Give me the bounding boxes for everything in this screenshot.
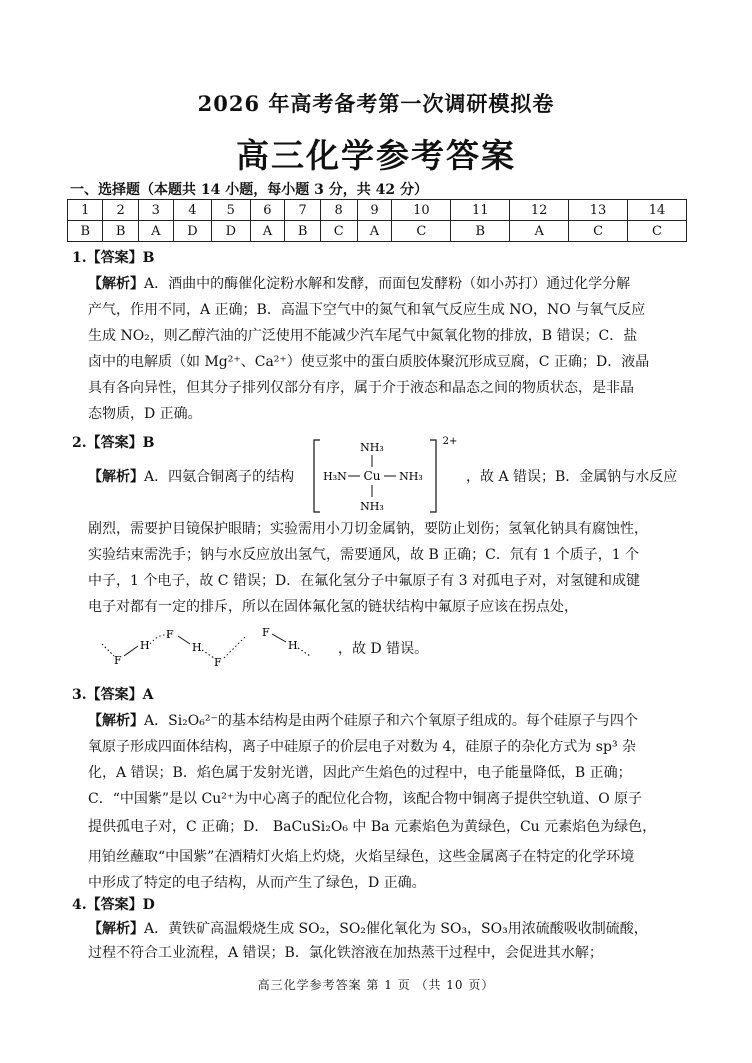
analysis-label: 【解析】 [88,713,144,729]
answer-cell: B [451,221,510,242]
q1-line [88,273,688,293]
tetraamminecopper-structure [312,434,462,518]
q2-intro-line [88,466,318,486]
hf-atom: H [288,639,298,652]
q3-line: C．“中国紫”是以 Cu²⁺为中心离子的配位化合物，该配合物中铜离子提供空轨道、O 原子 [88,791,643,807]
q4-line [88,918,688,938]
hf-atom: F [166,628,174,641]
question-number-cell: 11 [451,200,510,221]
question-number-cell: 13 [569,200,628,221]
answer-cell: C [320,221,357,242]
question-number-cell: 9 [357,200,392,221]
section-heading: 一、选择题（本题共 14 小题，每小题 3 分，共 42 分） [70,182,428,198]
q2-line: 实验结束需洗手；钠与水反应放出氢气，需要通风，故 B 正确；C．氘有 1 个质子，1 个 [88,547,640,563]
answer-table [67,199,687,242]
answer-cell: C [628,221,687,242]
complex-ligand-left: H₃N [323,470,347,483]
hf-atom: F [214,656,222,669]
answer-cell: C [569,221,628,242]
complex-charge: 2+ [442,436,458,447]
q3-line: 中形成了特定的电子结构，从而产生了绿色，D 正确。 [88,875,426,891]
q2-line: 中子，1 个电子，故 C 错误；D．在氟化氢分子中氟原子有 3 对孤电子对，对氢键和成键 [88,573,640,589]
answer-cell: A [357,221,392,242]
question-number-cell: 10 [392,200,451,221]
subject-title: 高三化学参考答案 [236,136,516,175]
q2-line: 电子对都有一定的排斥，所以在固体氟化氢的链状结构中氟原子应该在拐点处， [88,599,578,615]
q2-intro-text: A．四氨合铜离子的结构 [144,469,295,485]
q4-answer-heading: 4.【答案】D [72,897,155,913]
answer-cell: C [392,221,451,242]
question-number-cell: 2 [103,200,138,221]
q2-line: 剧烈，需要护目镜保护眼睛；实验需用小刀切金属钠，要防止划伤；氢氧化钠具有腐蚀性， [88,521,648,537]
hf-atom: F [262,626,270,639]
q3-line: 氧原子形成四面体结构，离子中硅原子的价层电子对数为 4，硅原子的杂化方式为 sp³ 杂 [88,739,637,755]
complex-center-atom: Cu [363,469,381,483]
q2-answer-heading: 2.【答案】B [72,435,155,451]
complex-ligand-right: NH₃ [399,470,423,483]
q2-conclusion: ，故 D 错误。 [338,641,429,657]
question-number-cell: 6 [250,200,285,221]
question-number-cell: 8 [320,200,357,221]
answer-cell: B [285,221,320,242]
question-number-cell: 14 [628,200,687,221]
q1-line: 具有各向异性，但其分子排列仅部分有序，属于介于液态和晶态之间的物质状态，是非晶 [88,380,634,396]
question-number-cell: 5 [212,200,250,221]
question-number-cell: 3 [138,200,173,221]
q4-line-text: A．黄铁矿高温煅烧生成 SO₂，SO₂催化氧化为 SO₃，SO₃用浓硫酸吸收制硫酸， [144,921,648,937]
q4-line: 过程不符合工业流程，A 错误；B．氯化铁溶液在加热蒸干过程中，会促进其水解； [88,945,603,961]
page-footer: 高三化学参考答案 第 1 页 （共 10 页） [257,978,495,992]
analysis-label: 【解析】 [88,921,144,937]
q1-line: 态物质，D 正确。 [88,406,202,422]
answer-table-answers-row [68,221,687,242]
hf-atom: H [140,639,150,652]
q3-line: 用铂丝蘸取“中国紫”在酒精灯火焰上灼烧，火焰呈绿色，这些金属离子在特定的化学环境 [88,849,635,865]
q3-line: 提供孤电子对，C 正确；D． BaCuSi₂O₆ 中 Ba 元素焰色为黄绿色，Cu 元素焰色为绿色， [88,819,657,835]
hf-atom: H [192,641,202,654]
question-number-cell: 4 [173,200,211,221]
q3-line-text: A．Si₂O₆²⁻的基本结构是由两个硅原子和六个氧原子组成的。每个硅原子与四个 [144,713,638,729]
q1-line: 卤中的电解质（如 Mg²⁺、Ca²⁺）使豆浆中的蛋白质胶体聚沉形成豆腐，C 正确；D．液晶 [88,354,650,370]
complex-ligand-top: NH₃ [360,441,384,454]
answer-cell: D [173,221,211,242]
complex-ligand-bottom: NH₃ [360,500,384,513]
answer-cell: A [510,221,569,242]
q3-line: 化，A 错误；B．焰色属于发射光谱，因此产生焰色的过程中，电子能量降低，B 正确； [88,765,632,781]
question-number-cell: 1 [68,200,103,221]
q3-answer-heading: 3.【答案】A [72,687,154,703]
q2-after-structure: ，故 A 错误；B．金属钠与水反应 [466,469,678,485]
q1-line-text: A．酒曲中的酶催化淀粉水解和发酵，而面包发酵粉（如小苏打）通过化学分解 [144,276,631,292]
hf-atom: F [114,654,122,667]
answer-cell: B [103,221,138,242]
q3-line [88,710,688,730]
answer-cell: A [250,221,285,242]
analysis-label: 【解析】 [88,276,144,292]
q1-line: 产气，作用不同，A 正确；B．高温下空气中的氮气和氧气反应生成 NO，NO 与氧气反应 [88,302,646,318]
q1-line: 生成 NO₂，则乙醇汽油的广泛使用不能减少汽车尾气中氮氧化物的排放，B 错误；C．盐 [88,328,638,344]
exam-title: 2026 年高考备考第一次调研模拟卷 [197,91,555,116]
answer-cell: A [138,221,173,242]
answer-cell: D [212,221,250,242]
answer-table-numbers-row [68,200,687,221]
analysis-label: 【解析】 [88,469,144,485]
answer-cell: B [68,221,103,242]
question-number-cell: 7 [285,200,320,221]
q1-answer-heading: 1.【答案】B [72,250,155,266]
hf-chain-structure [98,622,338,670]
question-number-cell: 12 [510,200,569,221]
